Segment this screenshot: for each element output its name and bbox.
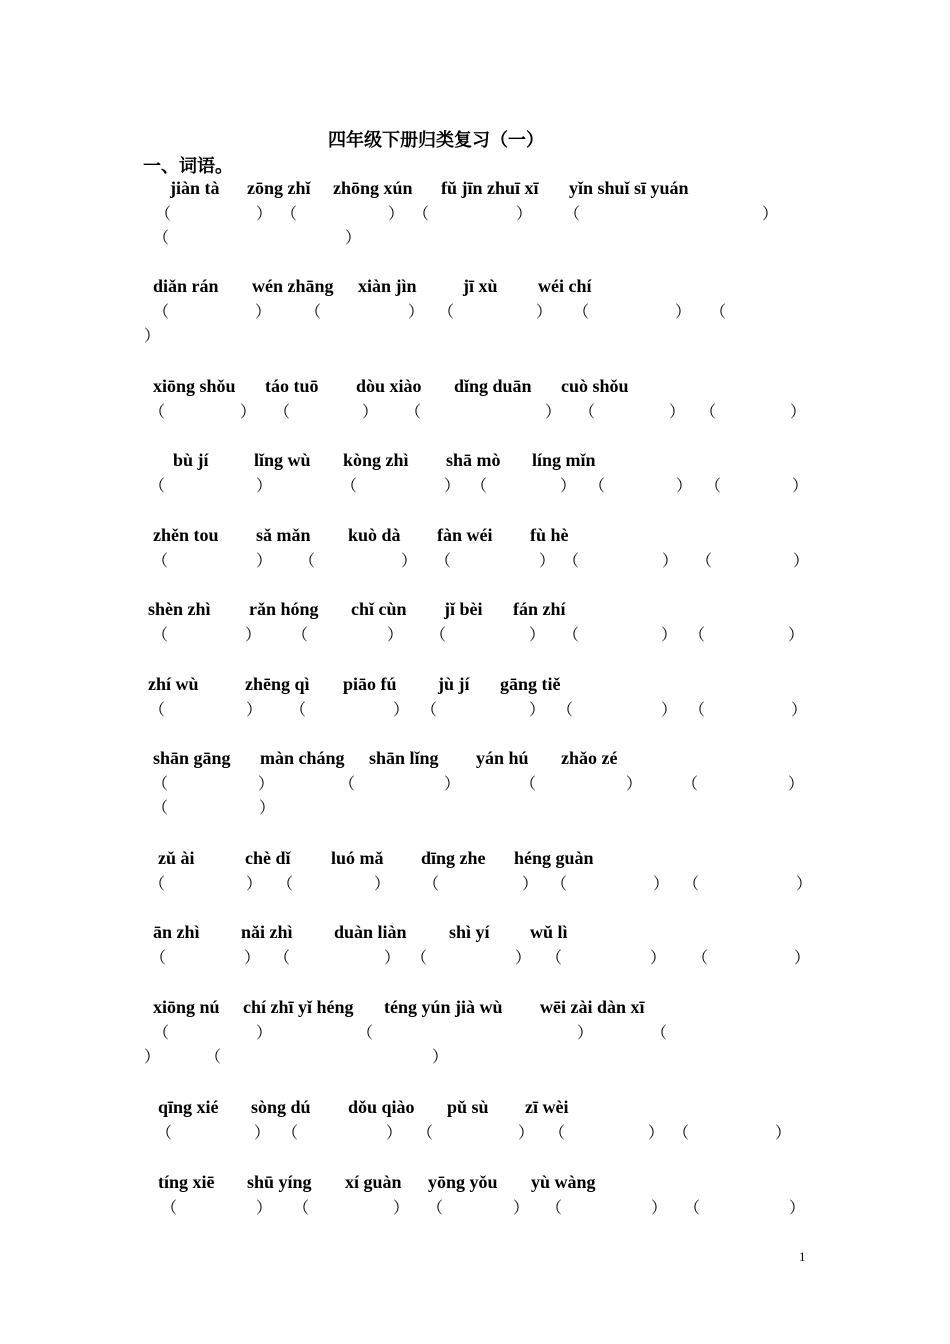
answer-blank-open-paren: （ xyxy=(689,702,706,719)
answer-blank-open-paren: （ xyxy=(421,702,438,719)
answer-blank-close-paren: ） xyxy=(793,553,810,570)
answer-blank-close-paren: ） xyxy=(374,876,391,893)
answer-blank-close-paren: ） xyxy=(516,206,533,223)
answer-blank-open-paren: （ xyxy=(290,702,307,719)
pinyin-word: wéi chí xyxy=(538,276,592,296)
answer-blank-close-paren: ） xyxy=(529,702,546,719)
pinyin-word: chǐ cùn xyxy=(351,599,407,619)
pinyin-word: wén zhāng xyxy=(252,276,334,296)
answer-blank-open-paren: （ xyxy=(152,800,169,817)
answer-blank-close-paren: ） xyxy=(256,1200,273,1217)
pinyin-word: diǎn rán xyxy=(153,276,219,296)
answer-blank-close-paren: ） xyxy=(387,627,404,644)
answer-blank-close-paren: ） xyxy=(661,627,678,644)
answer-blank-close-paren: ） xyxy=(386,1125,403,1142)
answer-blank-close-paren: ） xyxy=(792,478,809,495)
answer-blank-open-paren: （ xyxy=(282,1125,299,1142)
answer-blank-close-paren: ） xyxy=(661,702,678,719)
answer-blank-close-paren: ） xyxy=(651,1200,668,1217)
answer-blank-open-paren: （ xyxy=(149,478,166,495)
answer-blank-open-paren: （ xyxy=(683,876,700,893)
pinyin-word: xí guàn xyxy=(345,1172,402,1192)
pinyin-word: kòng zhì xyxy=(343,450,409,470)
answer-blank-close-paren: ） xyxy=(256,1025,273,1042)
answer-blank-close-paren: ） xyxy=(393,1200,410,1217)
answer-blank-open-paren: （ xyxy=(277,876,294,893)
answer-blank-close-paren: ） xyxy=(256,478,273,495)
pinyin-word: shèn zhì xyxy=(148,599,211,619)
pinyin-word: jǐ bèi xyxy=(444,599,483,619)
answer-blank-open-paren: （ xyxy=(281,206,298,223)
pinyin-word: sǎ mǎn xyxy=(256,525,311,545)
answer-blank-close-paren: ） xyxy=(790,404,807,421)
answer-blank-open-paren: （ xyxy=(149,404,166,421)
answer-blank-open-paren: （ xyxy=(546,950,563,967)
answer-blank-close-paren: ） xyxy=(522,876,539,893)
answer-blank-close-paren: ） xyxy=(144,328,161,345)
pinyin-word: ān zhì xyxy=(153,922,200,942)
answer-blank-open-paren: （ xyxy=(692,950,709,967)
pinyin-word: zhí wù xyxy=(148,674,199,694)
pinyin-word: zhěn tou xyxy=(153,525,219,545)
answer-blank-close-paren: ） xyxy=(244,950,261,967)
answer-blank-close-paren: ） xyxy=(388,206,405,223)
answer-blank-close-paren: ） xyxy=(444,776,461,793)
answer-blank-close-paren: ） xyxy=(144,1049,161,1066)
pinyin-word: chí zhī yǐ héng xyxy=(243,997,354,1017)
answer-blank-open-paren: （ xyxy=(705,478,722,495)
answer-blank-open-paren: （ xyxy=(563,627,580,644)
answer-blank-open-paren: （ xyxy=(341,478,358,495)
pinyin-word: shān gāng xyxy=(153,748,231,768)
pinyin-word: lǐng wù xyxy=(254,450,311,470)
answer-blank-open-paren: （ xyxy=(549,1125,566,1142)
pinyin-word: jī xù xyxy=(463,276,498,296)
answer-blank-close-paren: ） xyxy=(515,950,532,967)
answer-blank-open-paren: （ xyxy=(673,1125,690,1142)
answer-blank-open-paren: （ xyxy=(564,206,581,223)
answer-blank-close-paren: ） xyxy=(626,776,643,793)
pinyin-word: chè dǐ xyxy=(245,848,291,868)
pinyin-word: zōng zhǐ xyxy=(247,178,311,198)
pinyin-word: xiàn jìn xyxy=(358,276,417,296)
pinyin-word: shū yíng xyxy=(247,1172,312,1192)
answer-blank-open-paren: （ xyxy=(573,304,590,321)
answer-blank-open-paren: （ xyxy=(161,1200,178,1217)
answer-blank-close-paren: ） xyxy=(513,1200,530,1217)
pinyin-word: kuò dà xyxy=(348,525,401,545)
answer-blank-open-paren: （ xyxy=(357,1025,374,1042)
pinyin-word: xiōng nú xyxy=(153,997,220,1017)
answer-blank-close-paren: ） xyxy=(796,876,813,893)
answer-blank-close-paren: ） xyxy=(240,404,257,421)
pinyin-word: yù wàng xyxy=(531,1172,596,1192)
answer-blank-open-paren: （ xyxy=(710,304,727,321)
answer-blank-open-paren: （ xyxy=(305,304,322,321)
answer-blank-close-paren: ） xyxy=(255,304,272,321)
answer-blank-open-paren: （ xyxy=(438,304,455,321)
pinyin-word: zhǎo zé xyxy=(561,748,618,768)
pinyin-word: zī wèi xyxy=(525,1097,569,1117)
pinyin-word: fù hè xyxy=(530,525,569,545)
answer-blank-close-paren: ） xyxy=(518,1125,535,1142)
pinyin-word: dīng zhe xyxy=(421,848,486,868)
answer-blank-open-paren: （ xyxy=(423,876,440,893)
answer-blank-open-paren: （ xyxy=(152,776,169,793)
answer-blank-close-paren: ） xyxy=(246,702,263,719)
answer-blank-open-paren: （ xyxy=(471,478,488,495)
pinyin-word: dǒu qiào xyxy=(348,1097,415,1117)
answer-blank-open-paren: （ xyxy=(274,404,291,421)
answer-blank-open-paren: （ xyxy=(551,876,568,893)
answer-blank-open-paren: （ xyxy=(339,776,356,793)
page-title: 四年级下册归类复习（一） xyxy=(328,130,544,150)
answer-blank-close-paren: ） xyxy=(246,876,263,893)
answer-blank-open-paren: （ xyxy=(153,1025,170,1042)
answer-blank-close-paren: ） xyxy=(791,702,808,719)
answer-blank-open-paren: （ xyxy=(153,304,170,321)
answer-blank-close-paren: ） xyxy=(362,404,379,421)
answer-blank-open-paren: （ xyxy=(293,1200,310,1217)
pinyin-word: gāng tiě xyxy=(500,674,561,694)
answer-blank-close-paren: ） xyxy=(648,1125,665,1142)
answer-blank-open-paren: （ xyxy=(292,627,309,644)
answer-blank-close-paren: ） xyxy=(762,206,779,223)
pinyin-word: duàn liàn xyxy=(334,922,407,942)
answer-blank-close-paren: ） xyxy=(788,776,805,793)
answer-blank-close-paren: ） xyxy=(794,950,811,967)
pinyin-word: xiōng shǒu xyxy=(153,376,236,396)
pinyin-word: táo tuō xyxy=(265,376,319,396)
answer-blank-open-paren: （ xyxy=(520,776,537,793)
pinyin-word: luó mǎ xyxy=(331,848,384,868)
answer-blank-close-paren: ） xyxy=(539,553,556,570)
answer-blank-close-paren: ） xyxy=(788,627,805,644)
pinyin-word: téng yún jià wù xyxy=(384,997,503,1017)
section-heading: 一、词语。 xyxy=(143,156,233,176)
answer-blank-open-paren: （ xyxy=(149,876,166,893)
answer-blank-open-paren: （ xyxy=(150,950,167,967)
answer-blank-open-paren: （ xyxy=(700,404,717,421)
pinyin-word: dǐng duān xyxy=(454,376,532,396)
pinyin-word: fàn wéi xyxy=(437,525,493,545)
answer-blank-close-paren: ） xyxy=(675,304,692,321)
pinyin-word: zǔ ài xyxy=(158,848,195,868)
pinyin-word: màn cháng xyxy=(260,748,345,768)
answer-blank-open-paren: （ xyxy=(696,553,713,570)
answer-blank-open-paren: （ xyxy=(274,950,291,967)
pinyin-word: fán zhí xyxy=(513,599,566,619)
answer-blank-close-paren: ） xyxy=(256,206,273,223)
answer-blank-close-paren: ） xyxy=(529,627,546,644)
pinyin-word: nǎi zhì xyxy=(241,922,293,942)
answer-blank-open-paren: （ xyxy=(155,206,172,223)
answer-blank-close-paren: ） xyxy=(408,304,425,321)
answer-blank-open-paren: （ xyxy=(152,627,169,644)
pinyin-word: pǔ sù xyxy=(447,1097,489,1117)
pinyin-word: yōng yǒu xyxy=(428,1172,498,1192)
pinyin-word: líng mǐn xyxy=(532,450,596,470)
answer-blank-close-paren: ） xyxy=(650,950,667,967)
answer-blank-open-paren: （ xyxy=(435,553,452,570)
answer-blank-open-paren: （ xyxy=(417,1125,434,1142)
answer-blank-close-paren: ） xyxy=(536,304,553,321)
answer-blank-close-paren: ） xyxy=(444,478,461,495)
pinyin-word: jiàn tà xyxy=(170,178,220,198)
pinyin-word: shān lǐng xyxy=(369,748,439,768)
pinyin-word: sòng dú xyxy=(251,1097,311,1117)
answer-blank-open-paren: （ xyxy=(651,1025,668,1042)
answer-blank-close-paren: ） xyxy=(577,1025,594,1042)
pinyin-word: qīng xié xyxy=(158,1097,219,1117)
pinyin-word: fǔ jīn zhuī xī xyxy=(441,178,539,198)
pinyin-word: héng guàn xyxy=(514,848,594,868)
pinyin-word: dòu xiào xyxy=(356,376,422,396)
pinyin-word: shā mò xyxy=(446,450,501,470)
pinyin-word: jù jí xyxy=(438,674,470,694)
pinyin-word: yǐn shuǐ sī yuán xyxy=(569,178,689,198)
pinyin-word: shì yí xyxy=(449,922,490,942)
pinyin-word: tíng xiē xyxy=(158,1172,215,1192)
answer-blank-close-paren: ） xyxy=(345,230,362,247)
pinyin-word: cuò shǒu xyxy=(561,376,629,396)
answer-blank-open-paren: （ xyxy=(589,478,606,495)
answer-blank-close-paren: ） xyxy=(545,404,562,421)
answer-blank-open-paren: （ xyxy=(299,553,316,570)
pinyin-word: rǎn hóng xyxy=(249,599,319,619)
answer-blank-close-paren: ） xyxy=(669,404,686,421)
pinyin-word: bù jí xyxy=(173,450,209,470)
answer-blank-close-paren: ） xyxy=(393,702,410,719)
answer-blank-close-paren: ） xyxy=(401,553,418,570)
answer-blank-open-paren: （ xyxy=(156,1125,173,1142)
answer-blank-open-paren: （ xyxy=(579,404,596,421)
answer-blank-open-paren: （ xyxy=(205,1049,222,1066)
answer-blank-close-paren: ） xyxy=(245,627,262,644)
answer-blank-open-paren: （ xyxy=(557,702,574,719)
pinyin-word: piāo fú xyxy=(343,674,397,694)
answer-blank-open-paren: （ xyxy=(682,776,699,793)
pinyin-word: zhēng qì xyxy=(245,674,310,694)
answer-blank-close-paren: ） xyxy=(560,478,577,495)
answer-blank-close-paren: ） xyxy=(662,553,679,570)
pinyin-word: wǔ lì xyxy=(530,922,568,942)
answer-blank-close-paren: ） xyxy=(432,1049,449,1066)
answer-blank-close-paren: ） xyxy=(258,776,275,793)
answer-blank-open-paren: （ xyxy=(153,230,170,247)
answer-blank-open-paren: （ xyxy=(149,702,166,719)
answer-blank-open-paren: （ xyxy=(411,950,428,967)
answer-blank-close-paren: ） xyxy=(676,478,693,495)
pinyin-word: wēi zài dàn xī xyxy=(540,997,645,1017)
answer-blank-open-paren: （ xyxy=(152,553,169,570)
pinyin-word: yán hú xyxy=(476,748,529,768)
page-number: 1 xyxy=(799,1249,806,1264)
answer-blank-close-paren: ） xyxy=(256,553,273,570)
answer-blank-open-paren: （ xyxy=(684,1200,701,1217)
answer-blank-open-paren: （ xyxy=(427,1200,444,1217)
answer-blank-close-paren: ） xyxy=(653,876,670,893)
answer-blank-close-paren: ） xyxy=(775,1125,792,1142)
pinyin-word: zhōng xún xyxy=(333,178,413,198)
answer-blank-close-paren: ） xyxy=(384,950,401,967)
answer-blank-open-paren: （ xyxy=(563,553,580,570)
answer-blank-open-paren: （ xyxy=(430,627,447,644)
answer-blank-open-paren: （ xyxy=(413,206,430,223)
answer-blank-close-paren: ） xyxy=(259,800,276,817)
answer-blank-close-paren: ） xyxy=(789,1200,806,1217)
answer-blank-close-paren: ） xyxy=(254,1125,271,1142)
answer-blank-open-paren: （ xyxy=(689,627,706,644)
answer-blank-open-paren: （ xyxy=(405,404,422,421)
answer-blank-open-paren: （ xyxy=(546,1200,563,1217)
